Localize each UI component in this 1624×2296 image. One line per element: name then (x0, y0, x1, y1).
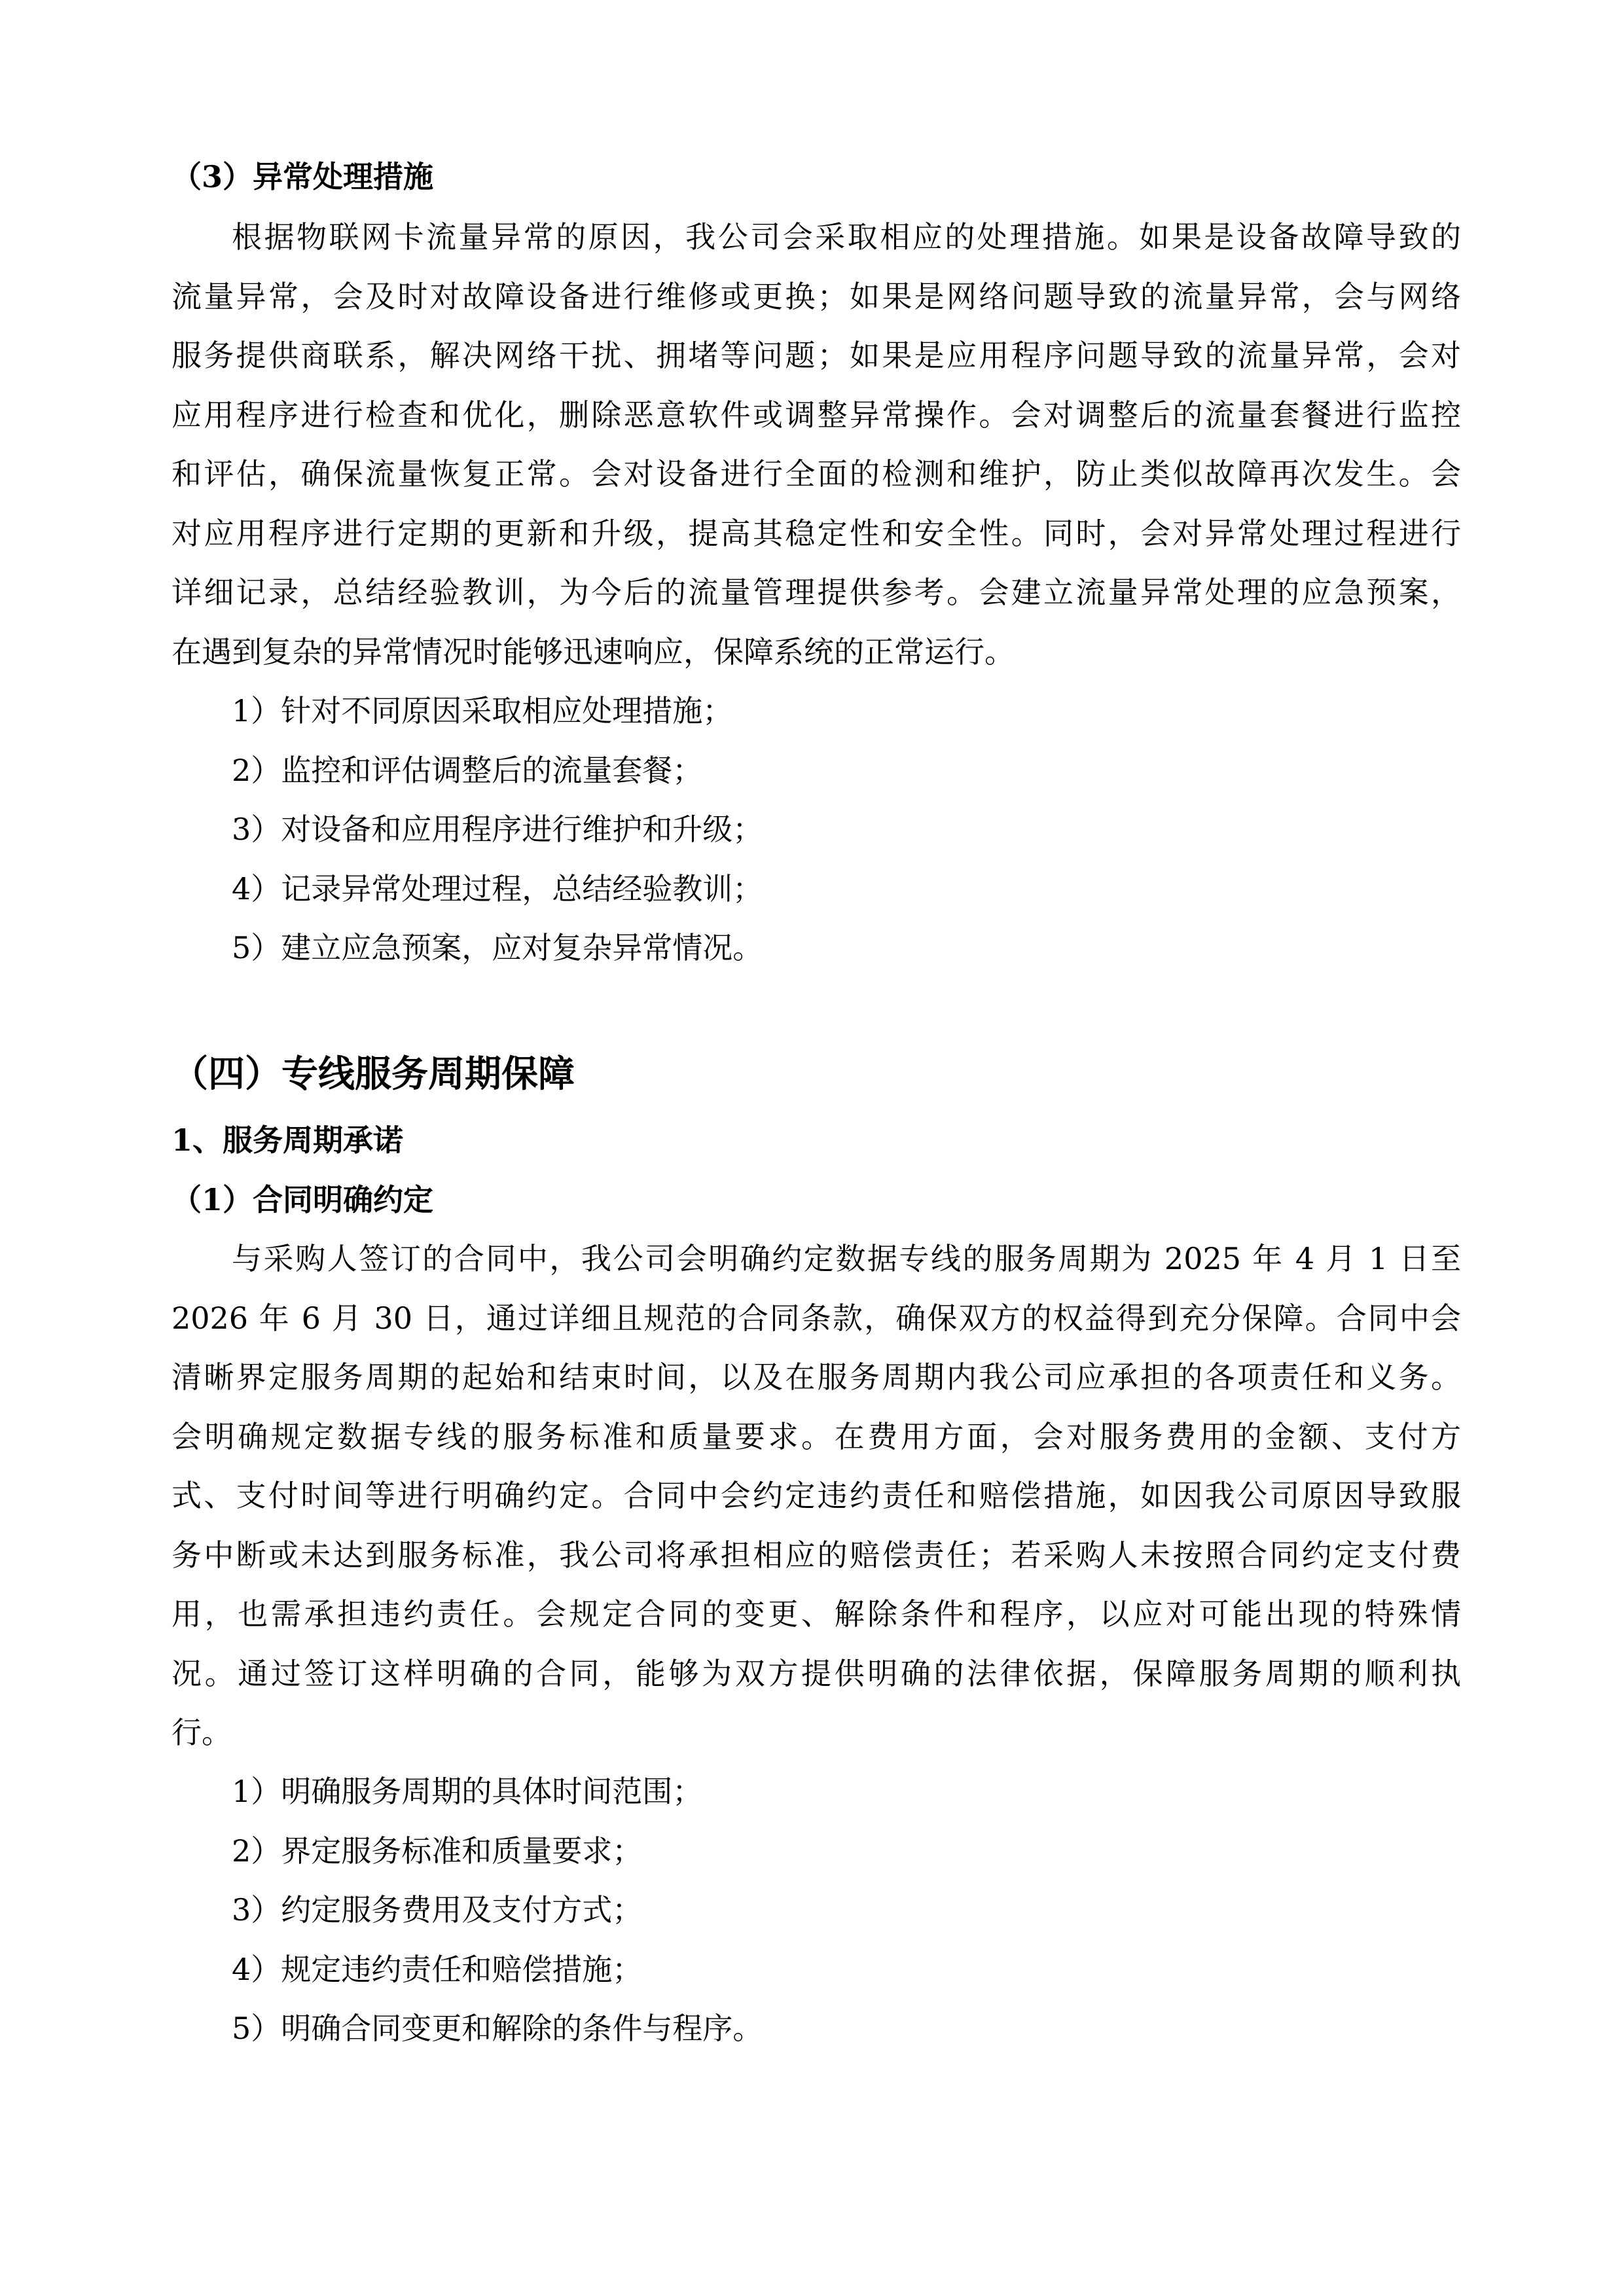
paragraph-line: 2026 年 6 月 30 日，通过详细且规范的合同条款，确保双方的权益得到充分保障。合同中会 (171, 1300, 1461, 1336)
list-item: 4）记录异常处理过程，总结经验教训； (232, 871, 763, 906)
list-item: 4）规定违约责任和赔偿措施； (232, 1952, 643, 1987)
paragraph-line: 在遇到复杂的异常情况时能够迅速响应，保障系统的正常运行。 (171, 634, 1015, 670)
paragraph-line: 和评估，确保流量恢复正常。会对设备进行全面的检测和维护，防止类似故障再次发生。会 (171, 456, 1461, 492)
list-item: 1）针对不同原因采取相应处理措施； (232, 693, 733, 728)
list-item: 5）建立应急预案，应对复杂异常情况。 (232, 930, 763, 965)
paragraph-line: 详细记录，总结经验教训，为今后的流量管理提供参考。会建立流量异常处理的应急预案， (171, 575, 1461, 610)
list-item: 3）约定服务费用及支付方式； (232, 1892, 643, 1928)
paragraph-line: 根据物联网卡流量异常的原因，我公司会采取相应的处理措施。如果是设备故障导致的 (232, 219, 1461, 255)
paragraph-line: 服务提供商联系，解决网络干扰、拥堵等问题；如果是应用程序问题导致的流量异常，会对 (171, 338, 1461, 373)
paragraph-line: 流量异常，会及时对故障设备进行维修或更换；如果是网络问题导致的流量异常，会与网络 (171, 279, 1461, 314)
paragraph-line: 行。 (171, 1715, 232, 1750)
paragraph-line: 对应用程序进行定期的更新和升级，提高其稳定性和安全性。同时，会对异常处理过程进行 (171, 516, 1461, 551)
paragraph-line: 应用程序进行检查和优化，删除恶意软件或调整异常操作。会对调整后的流量套餐进行监控 (171, 397, 1461, 433)
subsection-heading-contract: （1）合同明确约定 (171, 1182, 434, 1217)
section-heading-service-period: （四）专线服务周期保障 (171, 1052, 575, 1096)
list-item: 5）明确合同变更和解除的条件与程序。 (232, 2011, 763, 2046)
section-heading-abnormal-handling: （3）异常处理措施 (171, 159, 434, 194)
list-item: 2）监控和评估调整后的流量套餐； (232, 753, 703, 788)
paragraph-line: 与采购人签订的合同中，我公司会明确约定数据专线的服务周期为 2025 年 4 月 1 日至 (232, 1241, 1461, 1276)
list-item: 2）界定服务标准和质量要求； (232, 1833, 643, 1869)
list-item: 1）明确服务周期的具体时间范围； (232, 1774, 703, 1809)
list-item: 3）对设备和应用程序进行维护和升级； (232, 812, 763, 847)
paragraph-line: 用，也需承担违约责任。会规定合同的变更、解除条件和程序，以应对可能出现的特殊情 (171, 1596, 1461, 1632)
paragraph-line: 况。通过签订这样明确的合同，能够为双方提供明确的法律依据，保障服务周期的顺利执 (171, 1656, 1461, 1691)
paragraph-line: 会明确规定数据专线的服务标准和质量要求。在费用方面，会对服务费用的金额、支付方 (171, 1419, 1461, 1454)
paragraph-line: 式、支付时间等进行明确约定。合同中会约定违约责任和赔偿措施，如因我公司原因导致服 (171, 1478, 1461, 1513)
paragraph-line: 清晰界定服务周期的起始和结束时间，以及在服务周期内我公司应承担的各项责任和义务。 (171, 1359, 1461, 1395)
subheading-service-commitment: 1、服务周期承诺 (171, 1122, 404, 1158)
paragraph-line: 务中断或未达到服务标准，我公司将承担相应的赔偿责任；若采购人未按照合同约定支付费 (171, 1537, 1461, 1573)
